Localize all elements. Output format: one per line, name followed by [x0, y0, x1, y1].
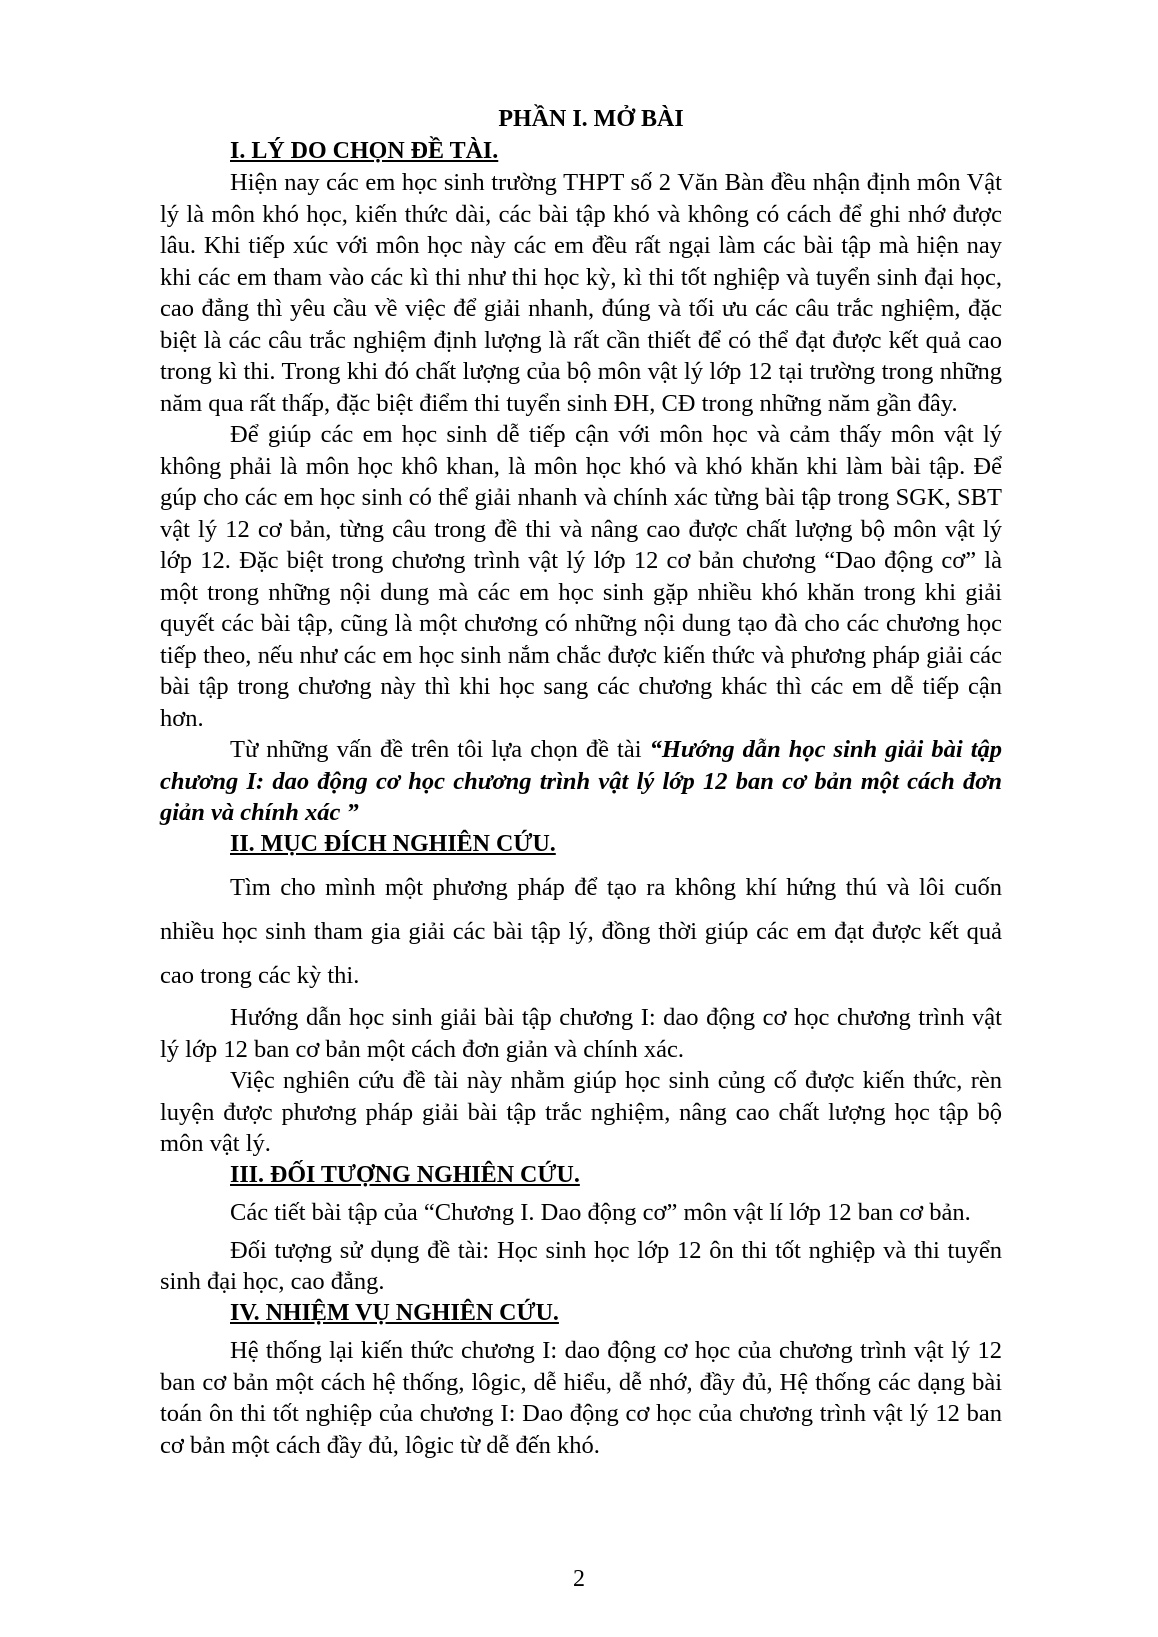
paragraph: Việc nghiên cứu đề tài này nhằm giúp học sinh củng cố được kiến thức, rèn luyện được phương pháp giải bài tập trắc nghiệm, nâng cao chất lượng học tập bộ môn vật lý. [160, 1067, 1002, 1157]
paragraph: Hướng dẫn học sinh giải bài tập chương I: dao động cơ học chương trình vật lý lớp 12 ban cơ bản một cách đơn giản và chính xác. [160, 1004, 1002, 1063]
page-number: 2 [573, 1566, 585, 1592]
section-heading-tasks: IV. NHIỆM VỤ NGHIÊN CỨU. [230, 1299, 559, 1326]
section-heading-purpose: II. MỤC ĐÍCH NGHIÊN CỨU. [230, 830, 556, 857]
section-heading-subject: III. ĐỐI TƯỢNG NGHIÊN CỨU. [230, 1161, 580, 1188]
paragraph: Tìm cho mình một phương pháp để tạo ra không khí hứng thú và lôi cuốn nhiều học sinh tham gia giải các bài tập lý, đồng thời giúp các em đạt được kết quả cao trong các kỳ thi. [160, 874, 1002, 989]
topic-title: “Hướng dẫn học sinh giải bài tập chương I: dao động cơ học chương trình vật lý lớp 12 ban cơ bản một cách đơn giản và chính xác ” [160, 736, 1002, 826]
document-page [160, 104, 1002, 1461]
paragraph: Hệ thống lại kiến thức chương I: dao động cơ học của chương trình vật lý 12 ban cơ bản một cách hệ thống, lôgic, dễ hiểu, dễ nhớ, đầy đủ, Hệ thống các dạng bài toán ôn thi tốt nghiệp của chương I: Dao động cơ học của chương trình vật lý 12 ban cơ bản một cách đầy đủ, lôgic từ dễ đến khó. [160, 1337, 1002, 1459]
paragraph-topic [160, 734, 1002, 829]
topic-lead-text: Từ những vấn đề trên tôi lựa chọn đề tài [230, 736, 650, 763]
paragraph: Để giúp các em học sinh dễ tiếp cận với môn học và cảm thấy môn vật lý không phải là môn học khô khan, là môn học khó và khó khăn khi làm bài tập. Để gúp cho các em học sinh có thể giải nhanh và chính xác từng bài tập trong SGK, SBT vật lý 12 cơ bản, từng câu trong đề thi và nâng cao được chất lượng bộ môn vật lý lớp 12. Đặc biệt trong chương trình vật lý lớp 12 cơ bản chương “Dao động cơ” là một trong những nội dung mà các em học sinh gặp nhiều khó khăn trong khi giải quyết các bài tập, cũng là một chương có những nội dung tạo đà cho các chương học tiếp theo, nếu như các em học sinh nắm chắc được kiến thức và phương pháp giải các bài tập trong chương này thì khi học sang các chương khác thì các em dễ tiếp cận hơn. [160, 421, 1002, 732]
paragraph: Các tiết bài tập của “Chương I. Dao động cơ” môn vật lí lớp 12 ban cơ bản. [230, 1199, 971, 1226]
paragraph: Đối tượng sử dụng đề tài: Học sinh học lớp 12 ôn thi tốt nghiệp và thi tuyển sinh đại học, cao đẳng. [160, 1236, 1002, 1295]
part-title: PHẦN I. MỞ BÀI [498, 106, 684, 132]
paragraph: Hiện nay các em học sinh trường THPT số 2 Văn Bàn đều nhận định môn Vật lý là môn khó học, kiến thức dài, các bài tập khó và không có cách để ghi nhớ được lâu. Khi tiếp xúc với môn học này các em đều rất ngại làm các bài tập mà hiện nay khi các em tham vào các kì thi như thi học kỳ, kì thi tốt nghiệp và tuyển sinh đại học, cao đẳng thì yêu cầu về việc để giải nhanh, đúng và tối ưu các câu trắc nghiệm, đặc biệt là các câu trắc nghiệm định lượng là rất cần thiết để có thể đạt được kết quả cao trong kì thi. Trong khi đó chất lượng của bộ môn vật lý lớp 12 tại trường trong những năm qua rất thấp, đặc biệt điểm thi tuyển sinh ĐH, CĐ trong những năm gần đây. [160, 169, 1002, 417]
section-heading-reason: I. LÝ DO CHỌN ĐỀ TÀI. [230, 137, 499, 164]
